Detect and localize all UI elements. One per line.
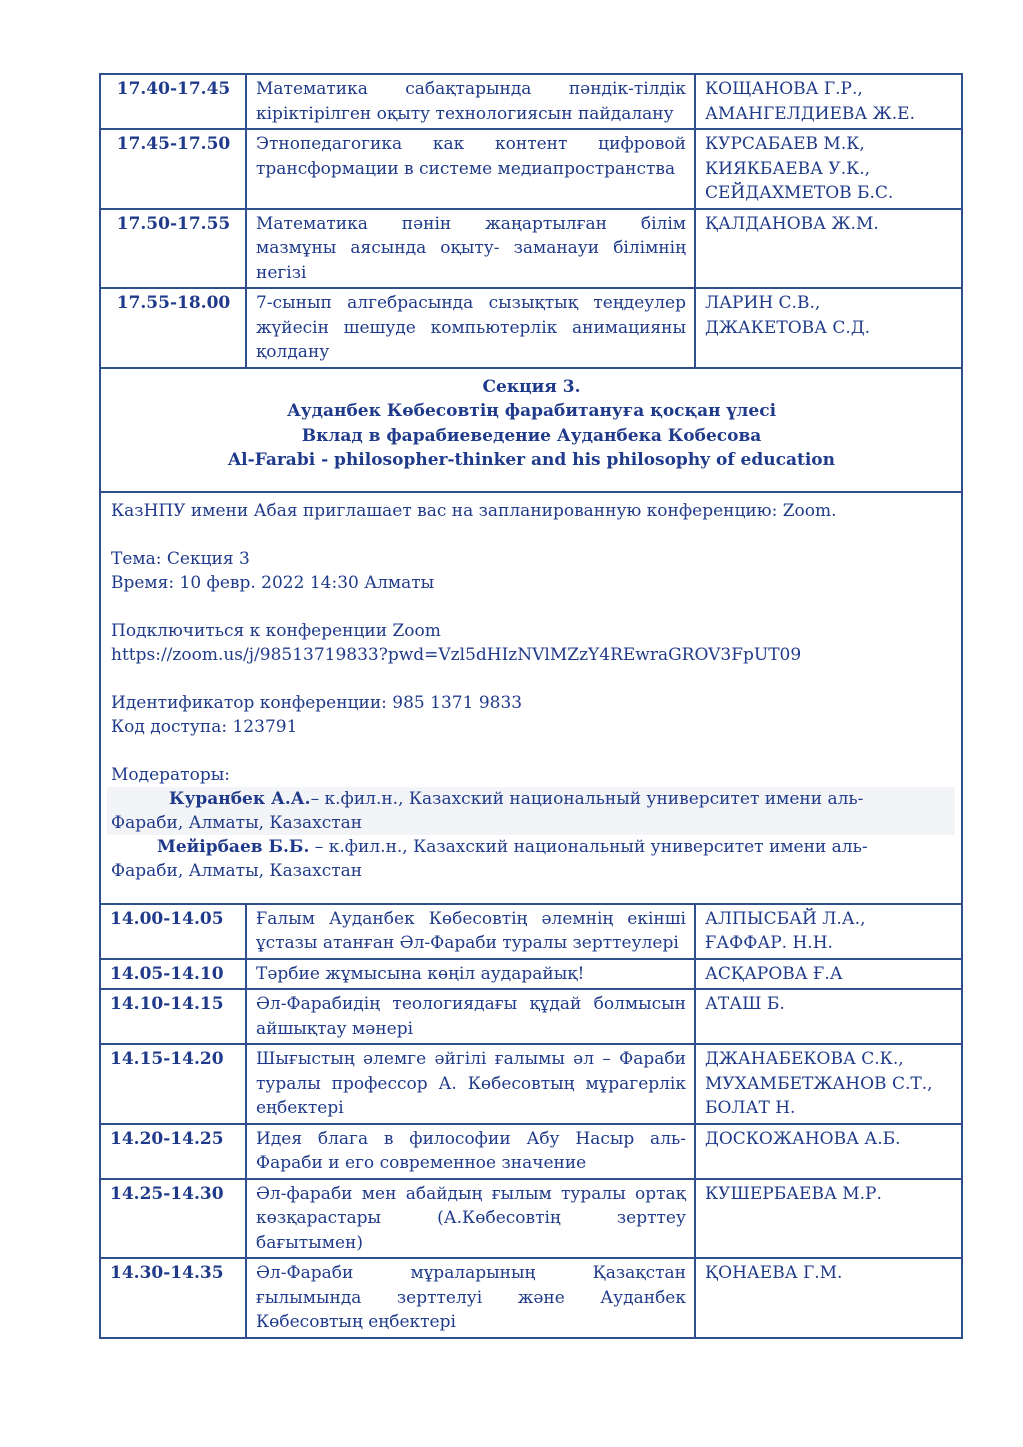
session-time: 14.05-14.10 (100, 959, 246, 990)
session-time: 17.40-17.45 (100, 74, 246, 129)
session-time: 14.15-14.20 (100, 1044, 246, 1124)
session-authors: АЛПЫСБАЙ Л.А., ҒАФФАР. Н.Н. (695, 904, 962, 959)
session-topic: Этнопедагогика как контент цифровой трансформации в системе медиапространства (246, 129, 695, 209)
zoom-info-row (100, 492, 962, 904)
moderator-affiliation-cont: Фараби, Алматы, Казахстан (111, 860, 363, 881)
zoom-link[interactable]: https://zoom.us/j/98513719833?pwd=Vzl5dHIzNVlMZzY4REwraGROV3FpUT09 (111, 644, 802, 665)
session-topic: Әл-фараби мен абайдың ғылым туралы ортақ көзқарастары (А.Көбесовтің зерттеу бағытымен) (246, 1179, 695, 1259)
session-authors: АСҚАРОВА Ғ.А (695, 959, 962, 990)
session-topic: Әл-Фараби мұраларының Қазақстан ғылымында зерттелуі және Ауданбек Көбесовтың еңбектері (246, 1258, 695, 1338)
session-topic: Шығыстың әлемге әйгілі ғалымы әл – Фараби туралы профессор А. Көбесовтың мұрагерлік еңбектері (246, 1044, 695, 1124)
session-time: 14.00-14.05 (100, 904, 246, 959)
table-row (100, 1179, 962, 1259)
session-time: 17.45-17.50 (100, 129, 246, 209)
table-row (100, 288, 962, 368)
table-row (100, 1124, 962, 1179)
moderator-name: Куранбек А.А. (169, 788, 311, 809)
moderator-entry (111, 835, 951, 883)
zoom-info (100, 492, 962, 904)
moderator-affiliation-cont: Фараби, Алматы, Казахстан (111, 812, 363, 833)
session-time: 14.30-14.35 (100, 1258, 246, 1338)
moderator-entry (107, 787, 955, 835)
section-number: Секция 3. (482, 376, 581, 397)
session-time: 14.10-14.15 (100, 989, 246, 1044)
session-topic: 7-сынып алгебрасында сызықтық теңдеулер жүйесін шешуде компьютерлік анимацияны қолдану (246, 288, 695, 368)
table-row (100, 904, 962, 959)
session-time: 17.50-17.55 (100, 209, 246, 289)
zoom-passcode: Код доступа: 123791 (111, 716, 298, 737)
session-topic: Ғалым Ауданбек Көбесовтің әлемнің екінші ұстазы атанған Әл-Фараби туралы зерттеулері (246, 904, 695, 959)
session-topic: Математика пәнін жаңартылған білім мазмұны аясында оқыту- заманауи білімнің негізі (246, 209, 695, 289)
table-row (100, 209, 962, 289)
session-authors: ҚАЛДАНОВА Ж.М. (695, 209, 962, 289)
moderators-label: Модераторы: (111, 764, 230, 785)
session-topic: Математика сабақтарында пәндік-тілдік кіріктірілген оқыту технологиясын пайдалану (246, 74, 695, 129)
zoom-connect-label: Подключиться к конференции Zoom (111, 620, 441, 641)
zoom-invite: КазНПУ имени Абая приглашает вас на запланированную конференцию: Zoom. (111, 500, 837, 521)
session-authors: ДЖАНАБЕКОВА С.К., МУХАМБЕТЖАНОВ С.Т., БОЛАТ Н. (695, 1044, 962, 1124)
zoom-meeting-id: Идентификатор конференции: 985 1371 9833 (111, 692, 523, 713)
table-row (100, 959, 962, 990)
moderator-name: Мейірбаев Б.Б. (157, 836, 310, 857)
table-row (100, 129, 962, 209)
table-row (100, 74, 962, 129)
session-authors: КОЩАНОВА Г.Р., АМАНГЕЛДИЕВА Ж.Е. (695, 74, 962, 129)
moderator-affiliation: – к.фил.н., Казахский национальный университет имени аль- (310, 788, 864, 809)
session-authors: ДОСКОЖАНОВА А.Б. (695, 1124, 962, 1179)
session-topic: Идея блага в философии Абу Насыр аль-Фараби и его современное значение (246, 1124, 695, 1179)
section-header (100, 368, 962, 492)
section-title-kz: Ауданбек Көбесовтің фарабитануға қосқан үлесі (286, 401, 777, 421)
session-authors: ҚОНАЕВА Г.М. (695, 1258, 962, 1338)
session-authors: АТАШ Б. (695, 989, 962, 1044)
table-row (100, 1044, 962, 1124)
moderator-affiliation: – к.фил.н., Казахский национальный университет имени аль- (309, 836, 868, 857)
session-topic: Әл-Фарабидің теологиядағы құдай болмысын айшықтау мәнері (246, 989, 695, 1044)
session-time: 17.55-18.00 (100, 288, 246, 368)
zoom-time: Время: 10 февр. 2022 14:30 Алматы (111, 572, 435, 593)
session-time: 14.25-14.30 (100, 1179, 246, 1259)
table-row (100, 989, 962, 1044)
section-title-en: Al-Farabi - philosopher-thinker and his philosophy of education (227, 450, 835, 470)
session-authors: КУШЕРБАЕВА М.Р. (695, 1179, 962, 1259)
table-row (100, 1258, 962, 1338)
session-topic: Тәрбие жұмысына көңіл аударайық! (246, 959, 695, 990)
section-title-ru: Вклад в фарабиеведение Ауданбека Кобесова (301, 425, 762, 446)
session-time: 14.20-14.25 (100, 1124, 246, 1179)
session-authors: КУРСАБАЕВ М.К, КИЯКБАЕВА У.К., СЕЙДАХМЕТОВ Б.С. (695, 129, 962, 209)
program-page (99, 73, 961, 1339)
section-header-row (100, 368, 962, 492)
zoom-topic: Тема: Секция 3 (111, 548, 250, 569)
session-authors: ЛАРИН С.В., ДЖАКЕТОВА С.Д. (695, 288, 962, 368)
schedule-table (99, 73, 963, 1339)
